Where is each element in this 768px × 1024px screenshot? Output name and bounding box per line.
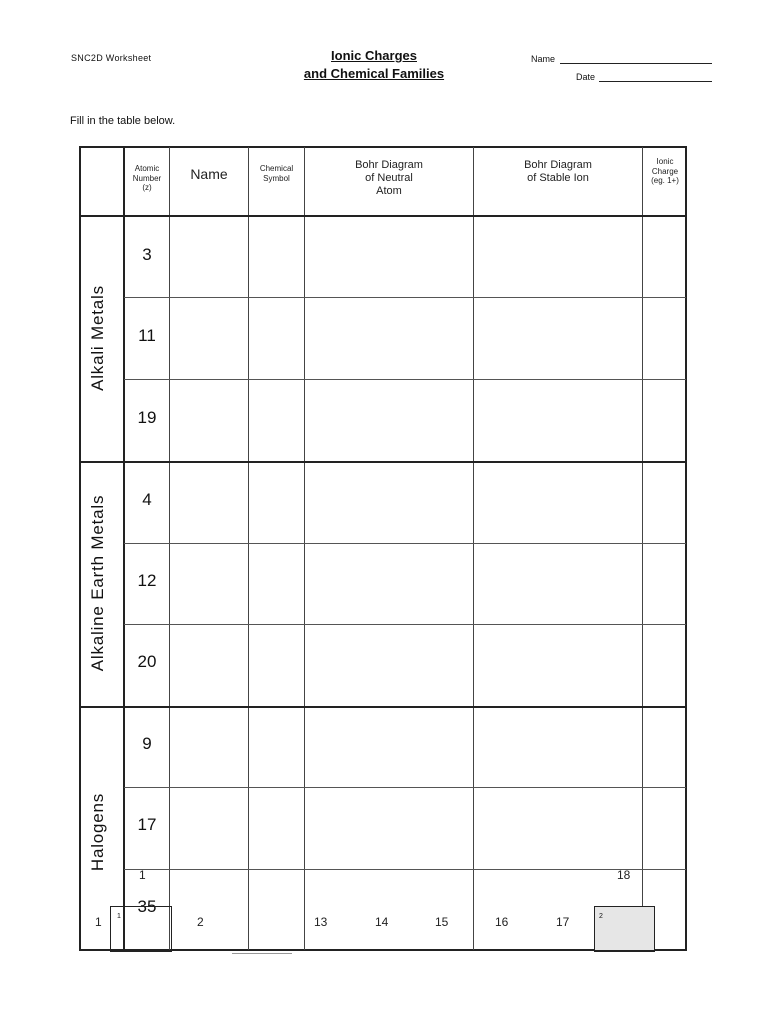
row-divider xyxy=(124,297,686,298)
header-chemical-symbol: Chemical Symbol xyxy=(259,164,294,183)
date-label: Date xyxy=(576,72,596,82)
family-label-alkali: Alkali Metals xyxy=(88,285,107,391)
atomic-number-cell: 20 xyxy=(137,652,157,671)
header-bohr-neutral: Bohr Diagram of Neutral Atom xyxy=(355,159,423,198)
group-small-label: 2 xyxy=(599,913,603,920)
course-code: SNC2D Worksheet xyxy=(71,53,152,63)
group-number: 18 xyxy=(617,868,631,882)
atomic-number-cell: 4 xyxy=(142,490,152,509)
atomic-number-cell: 9 xyxy=(142,734,152,753)
family-label-alkaline-earth: Alkaline Earth Metals xyxy=(88,494,107,672)
header-atomic-number: Atomic Number (z) xyxy=(132,164,162,193)
group-number: 13 xyxy=(314,915,328,929)
group-number: 14 xyxy=(375,915,389,929)
row-divider xyxy=(124,624,686,625)
header-row-divider xyxy=(80,215,686,217)
atomic-number-cell: 17 xyxy=(137,815,157,834)
overlay-baseline xyxy=(110,950,655,951)
family-divider xyxy=(80,706,686,708)
atomic-number-cell: 35 xyxy=(137,897,157,916)
col-divider-bohr-ion xyxy=(642,147,643,950)
group-number: 15 xyxy=(435,915,449,929)
overlay-underline xyxy=(232,953,292,954)
group-number: 17 xyxy=(556,915,570,929)
atomic-number-cell: 3 xyxy=(142,245,152,264)
col-divider-name xyxy=(248,147,249,950)
row-divider xyxy=(124,543,686,544)
group-number: 2 xyxy=(197,915,204,929)
row-divider xyxy=(124,787,686,788)
header-name: Name xyxy=(190,166,228,182)
group-number: 1 xyxy=(95,915,102,929)
date-field[interactable] xyxy=(599,81,712,82)
col-divider-atomic xyxy=(169,147,170,950)
row-divider xyxy=(124,869,686,870)
family-divider xyxy=(80,461,686,463)
worksheet-table xyxy=(79,146,687,951)
atomic-number-cell: 12 xyxy=(137,571,157,590)
atomic-number-cell: 19 xyxy=(137,408,157,427)
name-field[interactable] xyxy=(560,63,712,64)
header-bohr-ion: Bohr Diagram of Stable Ion xyxy=(524,159,592,185)
name-label: Name xyxy=(531,54,556,64)
header-ionic-charge: Ionic Charge (eg. 1+) xyxy=(651,157,679,186)
col-divider-symbol xyxy=(304,147,305,950)
atomic-number-cell: 11 xyxy=(138,326,156,345)
instructions: Fill in the table below. xyxy=(70,115,176,127)
group-number: 16 xyxy=(495,915,509,929)
group-number: 1 xyxy=(139,868,146,882)
worksheet-title-line1: Ionic Charges xyxy=(331,48,417,63)
col-divider-bohr-neutral xyxy=(473,147,474,950)
row-divider xyxy=(124,379,686,380)
group-box xyxy=(594,906,655,952)
worksheet-title-line2: and Chemical Families xyxy=(303,66,445,81)
family-label-halogens: Halogens xyxy=(88,792,107,872)
group-small-label: 1 xyxy=(117,913,121,920)
